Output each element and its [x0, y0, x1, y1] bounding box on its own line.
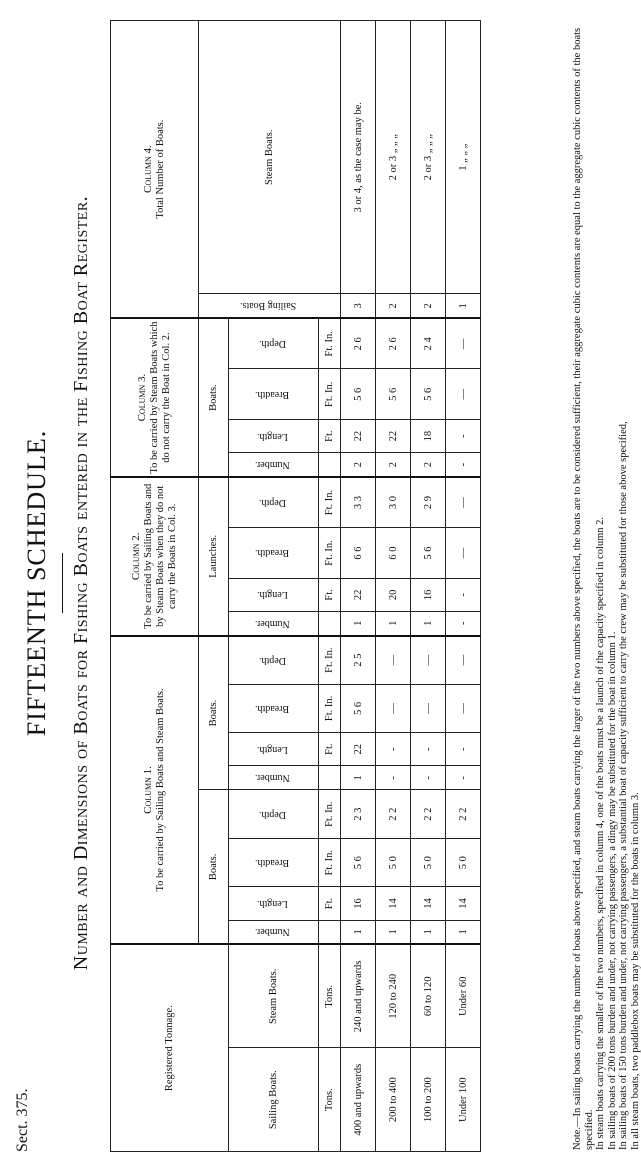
steam-tons: 60 to 120 — [411, 944, 446, 1048]
note-line: In sailing boats of 150 tons burden and under, not carrying passengers, a substantial boat of capacity sufficient to carry the crew may be substituted for those above specified, — [618, 421, 629, 1150]
c2-depth: — — [446, 477, 481, 528]
c1a-breadth: 5 0 — [376, 838, 411, 887]
sail-tons: 200 to 400 — [376, 1048, 411, 1152]
c1a-number: 1 — [446, 920, 481, 944]
c1a-depth: 2 2 — [376, 790, 411, 839]
c1a-depth: 2 2 — [446, 790, 481, 839]
col4-sailing-boats-header: Sailing Boats. — [199, 294, 341, 318]
footnote — [572, 14, 641, 1150]
steam-tons: Under 60 — [446, 944, 481, 1048]
unit-cell: Ft. — [319, 420, 341, 453]
c1a-depth: 2 3 — [341, 790, 376, 839]
c1b-breadth: — — [411, 684, 446, 733]
table-row — [341, 21, 376, 1152]
c3-number-header: Number. — [229, 453, 319, 477]
unit-cell: Ft. In. — [319, 477, 341, 528]
c2-length: 16 — [411, 578, 446, 611]
unit-cell — [319, 766, 341, 790]
c1a-depth-header: Depth. — [229, 790, 319, 839]
c1b-depth: 2 5 — [341, 636, 376, 685]
c3-depth: — — [446, 318, 481, 369]
unit-cell: Ft. — [319, 733, 341, 766]
c1a-breadth-header: Breadth. — [229, 838, 319, 887]
c1b-length: - — [376, 733, 411, 766]
c1b-breadth: 5 6 — [341, 684, 376, 733]
c1b-number: - — [446, 766, 481, 790]
c1a-length: 14 — [446, 887, 481, 920]
note-line: Note.—In sailing boats carrying the number of boats above specified, and steam boats carrying the larger of the two numbers above specified, the boats are to be considered sufficient, their aggregate cubic contents are equal to the aggregate cubic contents of the boats specified. — [572, 27, 595, 1150]
unit-cell — [319, 920, 341, 944]
c2-length-header: Length. — [229, 578, 319, 611]
sail-tons: Under 100 — [446, 1048, 481, 1152]
c3-length: - — [446, 420, 481, 453]
c1a-depth: 2 2 — [411, 790, 446, 839]
title-rule — [62, 553, 63, 613]
column1-header: Column 1. To be carried by Sailing Boats and Steam Boats. — [111, 636, 199, 945]
unit-cell: Ft. In. — [319, 528, 341, 579]
sailing-tons-unit: Tons. — [319, 1048, 341, 1152]
boats-table — [110, 20, 481, 1152]
table-caption: Number and Dimensions of Boats for Fishing Boats entered in the Fishing Boat Register. — [70, 195, 92, 971]
c3-breadth: 5 6 — [411, 369, 446, 420]
unit-cell: Ft. In. — [319, 684, 341, 733]
note-line: In steam boats carrying the smaller of the two numbers, specified in column 4, one of the boats must be a launch of the capacity specified in column 2. — [595, 516, 606, 1150]
unit-cell: Ft. In. — [319, 838, 341, 887]
c1b-number: 1 — [341, 766, 376, 790]
c3-depth: 2 4 — [411, 318, 446, 369]
c1a-number-header: Number. — [229, 920, 319, 944]
c4-steam: 3 or 4, as the case may be. — [341, 21, 376, 294]
c1a-length: 16 — [341, 887, 376, 920]
c3-number: 2 — [341, 453, 376, 477]
c1a-length-header: Length. — [229, 887, 319, 920]
c4-steam: 2 or 3 „ „ „ — [376, 21, 411, 294]
registered-tonnage-header: Registered Tonnage. — [111, 944, 229, 1151]
c1b-depth: — — [446, 636, 481, 685]
c4-steam: 1 „ „ „ — [446, 21, 481, 294]
c3-length: 18 — [411, 420, 446, 453]
c3-breadth-header: Breadth. — [229, 369, 319, 420]
c4-sailing: 3 — [341, 294, 376, 318]
c1b-depth: — — [376, 636, 411, 685]
col1-boats-group: Boats. — [199, 790, 229, 944]
col1-boats-group-2: Boats. — [199, 636, 229, 790]
c3-length: 22 — [341, 420, 376, 453]
unit-cell: Ft. In. — [319, 790, 341, 839]
unit-cell — [319, 611, 341, 635]
table-row — [376, 21, 411, 1152]
c1a-number: 1 — [376, 920, 411, 944]
c2-breadth: 5 6 — [411, 528, 446, 579]
c1b-breadth: — — [376, 684, 411, 733]
col2-launches-group: Launches. — [199, 477, 229, 636]
c2-length: 22 — [341, 578, 376, 611]
unit-cell: Ft. — [319, 578, 341, 611]
c1b-number: - — [411, 766, 446, 790]
unit-cell: Ft. In. — [319, 369, 341, 420]
unit-cell — [319, 453, 341, 477]
unit-cell: Ft. In. — [319, 318, 341, 369]
c2-depth: 3 3 — [341, 477, 376, 528]
c2-depth-header: Depth. — [229, 477, 319, 528]
c3-length: 22 — [376, 420, 411, 453]
note-line: In all steam boats, two paddlebox boats may be substituted for the boats in column 3. — [629, 792, 641, 1150]
c2-breadth-header: Breadth. — [229, 528, 319, 579]
c1a-number: 1 — [341, 920, 376, 944]
c4-sailing: 1 — [446, 294, 481, 318]
c3-depth-header: Depth. — [229, 318, 319, 369]
c1b-length: - — [411, 733, 446, 766]
c3-number: 2 — [376, 453, 411, 477]
col4-steam-boats-header: Steam Boats. — [199, 21, 341, 294]
column2-header: Column 2. To be carried by Sailing Boats and by Steam Boats when they do not carry the Boats in Col. 3. — [111, 477, 199, 636]
c2-depth: 2 9 — [411, 477, 446, 528]
sailing-boats-header: Sailing Boats. — [229, 1048, 319, 1152]
column4-header: Column 4. Total Number of Boats. — [111, 21, 199, 319]
steam-tons: 120 to 240 — [376, 944, 411, 1048]
c4-steam: 2 or 3 „ „ „ — [411, 21, 446, 294]
c1b-length-header: Length. — [229, 733, 319, 766]
c1a-breadth: 5 6 — [341, 838, 376, 887]
c3-length-header: Length. — [229, 420, 319, 453]
steam-tons: 240 and upwards — [341, 944, 376, 1048]
unit-cell: Ft. In. — [319, 636, 341, 685]
c2-breadth: — — [446, 528, 481, 579]
c1b-breadth: — — [446, 684, 481, 733]
c4-sailing: 2 — [411, 294, 446, 318]
schedule-title: FIFTEENTH SCHEDULE. — [22, 429, 51, 737]
c1b-number-header: Number. — [229, 766, 319, 790]
steam-tons-unit: Tons. — [319, 944, 341, 1048]
c1a-breadth: 5 0 — [446, 838, 481, 887]
c2-number: 1 — [411, 611, 446, 635]
c2-breadth: 6 6 — [341, 528, 376, 579]
c2-number: - — [446, 611, 481, 635]
sail-tons: 100 to 200 — [411, 1048, 446, 1152]
c1a-length: 14 — [376, 887, 411, 920]
c2-depth: 3 0 — [376, 477, 411, 528]
table-row — [446, 21, 481, 1152]
c3-depth: 2 6 — [376, 318, 411, 369]
c3-breadth: 5 6 — [341, 369, 376, 420]
section-ref: Sect. 375. — [14, 1088, 31, 1152]
c1a-breadth: 5 0 — [411, 838, 446, 887]
sail-tons: 400 and upwards — [341, 1048, 376, 1152]
column3-header: Column 3. To be carried by Steam Boats which do not carry the Boat in Col. 2. — [111, 318, 199, 477]
c3-breadth: — — [446, 369, 481, 420]
note-line: In sailing boats of 200 tons burden and under, not carrying passengers, a dingy may be substituted for the boat in column 1. — [606, 631, 618, 1150]
c1a-length: 14 — [411, 887, 446, 920]
unit-cell: Ft. — [319, 887, 341, 920]
c1a-number: 1 — [411, 920, 446, 944]
c3-depth: 2 6 — [341, 318, 376, 369]
c3-breadth: 5 6 — [376, 369, 411, 420]
c1b-depth: — — [411, 636, 446, 685]
c1b-length: 22 — [341, 733, 376, 766]
c2-length: - — [446, 578, 481, 611]
c4-sailing: 2 — [376, 294, 411, 318]
c1b-breadth-header: Breadth. — [229, 684, 319, 733]
c2-number: 1 — [341, 611, 376, 635]
c2-breadth: 6 0 — [376, 528, 411, 579]
c3-number: - — [446, 453, 481, 477]
c1b-number: - — [376, 766, 411, 790]
c3-number: 2 — [411, 453, 446, 477]
c1b-depth-header: Depth. — [229, 636, 319, 685]
c2-number: 1 — [376, 611, 411, 635]
c2-length: 20 — [376, 578, 411, 611]
table-row — [411, 21, 446, 1152]
c1b-length: - — [446, 733, 481, 766]
col3-boats-group: Boats. — [199, 318, 229, 477]
steam-boats-header: Steam Boats. — [229, 944, 319, 1048]
c2-number-header: Number. — [229, 611, 319, 635]
